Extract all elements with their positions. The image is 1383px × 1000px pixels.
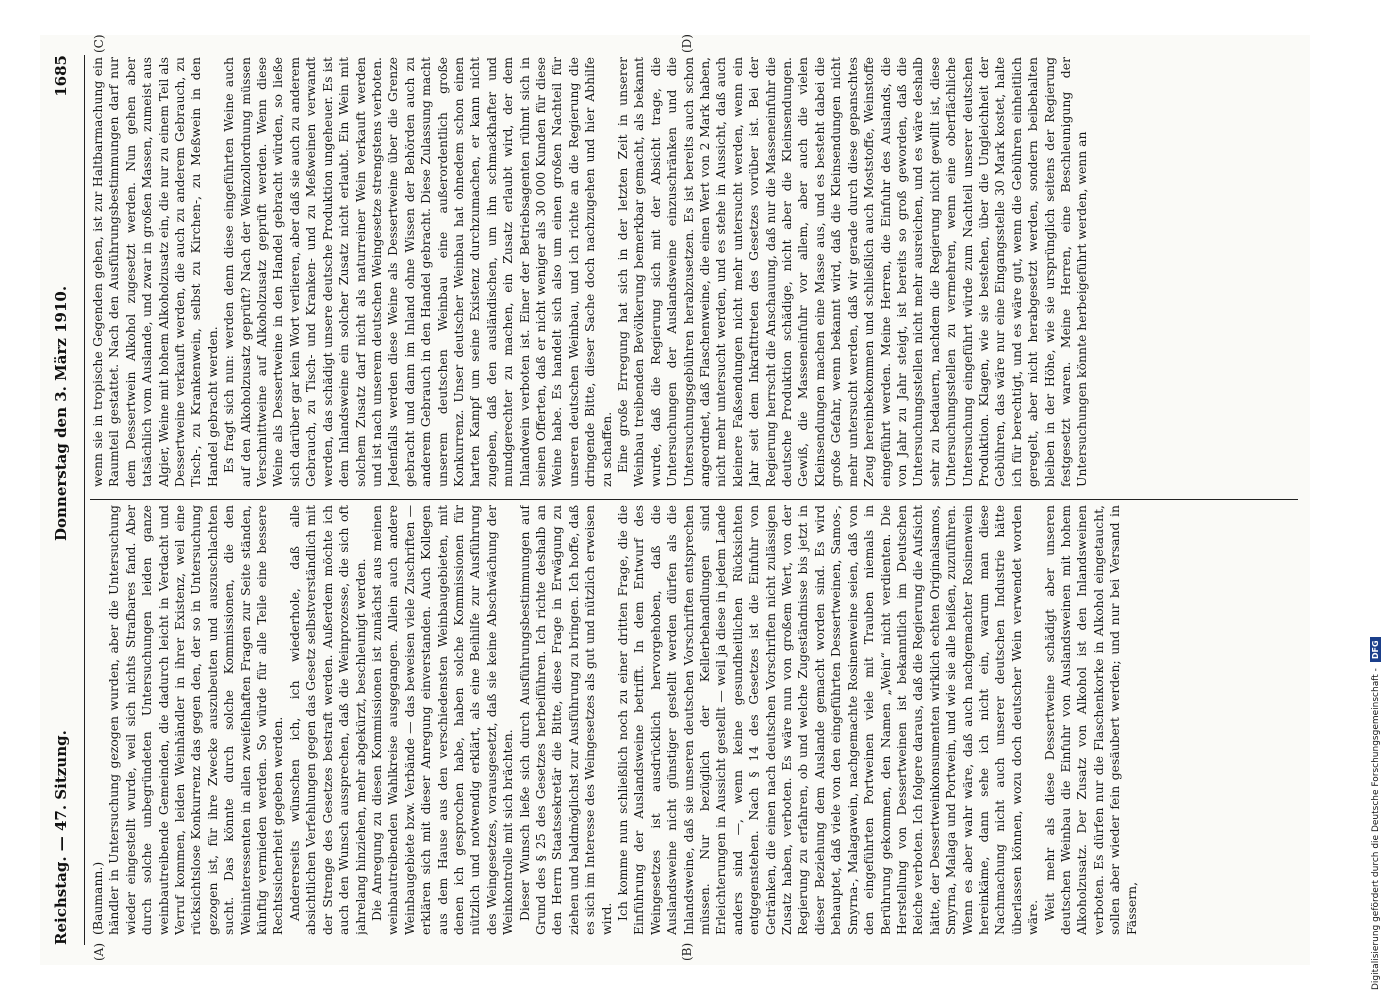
page-header [52,55,80,945]
speaker-name: (Baumann.) [90,861,105,935]
rotated-document-page [40,35,1310,965]
paragraph: Eine große Erregung hat sich in der letzten Zeit in unserer Weinbau treibenden Bevölkerung bemerkbar gemacht, als bekannt wurde, daß die Regierung sich mit der Absicht trage, die Untersuchungen der Auslandsweine einzuschränken und die Untersuchungsgebühren herabzusetzen. Es ist bereits auch schon angeordnet, daß Flaschenweine, die einen Wert von 2 Mark haben, nicht mehr untersucht werden, und es stehe in Aussicht, daß auch kleinere Faßsendungen nicht mehr untersucht werden, wenn ein Jahr seit dem Inkrafttreten des Gesetzes vorüber ist. Bei der Regierung herrscht die Anschauung, daß nur die Masseneinfuhr die deutsche Produktion schädige, nicht aber die Kleinsendungen. Gewiß, die Masseneinfuhr vor allem, aber auch die vielen Kleinsendungen machen eine Masse aus, und es besteht dabei die große Gefahr, wenn bekannt wird, daß die Kleinsendungen nicht mehr untersucht werden, daß wir gerade durch diese gepanschtes Zeug hereinbekommen und schließlich auch Moststoffe, Weinstoffe eingeführt werden. Meine Herren, die Einfuhr des Auslands, die von Jahr zu Jahr steigt, ist bereits so groß geworden, daß die Untersuchungsstellen nicht mehr ausreichen, und es wäre deshalb sehr zu bedauern, nachdem die Regierung nicht gewillt ist, diese Untersuchungsstellen zu vermehren, wenn eine oberflächliche Untersuchung eingeführt würde zum Nachteil unserer deutschen Produktion. Klagen, wie sie bestehen, über die Ungleichheit der Gebühren, das wäre nur eine Eingangsstelle 30 Mark kostet, halte ich für berechtigt, und es wäre gut, wenn die Gebühren einheitlich geregelt, aber nicht herabgesetzt werden, sondern beibehalten bleiben in der Höhe, wie sie ursprünglich seitens der Regierung festgesetzt waren. Meine Herren, eine Beschleunigung der Untersuchungen könnte herbeigeführt werden, wenn an [615,57,1090,487]
paragraph: Es fragt sich nun: werden denn diese eingeführten Weine auch auf den Alkoholzusatz geprüft? Nach der Weinzollordnung müssen Verschnittweine auf Alkoholzusatz geprüft werden. Wenn diese Weine als Dessertweine in den Handel gebracht würden, so ließe sich darüber gar kein Wort verlieren, aber daß sie auch zu anderem Gebrauch, zu Tisch- und Kranken- und zu Meßweinen verwandt werden, das schädigt unsere deutsche Produktion ungeheuer. Es ist dem Inlandsweine ein solcher Zusatz nicht erlaubt. Ein Wein mit solchem Zusatz darf nicht als naturreiner Wein verkauft werden und ist nach unserem deutschen Weingesetze strengstens verboten. Jedenfalls werden diese Weine als Dessertweine über die Grenze gebracht und dann im Inland ohne Wissen der Behörden auch zu anderem Gebrauch in den Handel gebracht. Diese Zulassung macht unserem deutschen Weinbau eine außerordentlich große Konkurrenz. Unser deutscher Weinbau hat ohnedem schon einen harten Kampf um seine Existenz durchzumachen, er kann nicht zugeben, daß den ausländischen, um ihn schmackhafter und mundgerechter zu machen, ein Zusatz erlaubt wird, der dem Inlandwein verboten ist. Einer der Betriebsagenten rühmt sich in seinen Offerten, daß er nicht weniger als 30 000 Kunden für diese Weine habe. Es handelt sich also um einen großen Nachteil für unseren deutschen Weinbau, und ich richte an die Regierung die dringende Bitte, dieser Sache doch nachzugehen und hier Abhilfe zu schaffen. [221,57,614,487]
paragraph: Andererseits wünschen ich, ich wiederhole, daß alle absichtlichen Verfehlungen gegen das Gesetz selbstverständlich mit der Strenge des Gesetzes bestraft werden. Außerdem möchte ich auch den Wunsch aussprechen, daß die Weinprozesse, die sich oft jahrelang hinziehen, mehr abgekürzt, beschleunigt werden. [286,505,368,935]
margin-marker-b: (B) [680,942,694,961]
column-divider [90,499,1298,500]
margin-marker-c: (C) [92,34,106,53]
paragraph: Die Anregung zu diesen Kommissionen ist zunächst aus meinen weinbautreibenden Wahlkreise ausgegangen. Allein auch andere Weinbaugebiete bzw. Verbände — das beweisen viele Zuschriften — erklären sich mit dieser Anregung einverstanden. Auch Kollegen aus dem Hause aus den verschiedensten Weinbaugebieten, mit denen ich gesprochen habe, haben solche Kommissionen für nützlich und notwendig erklärt, als eine Beihilfe zur Ausführung des Weingesetzes, vorausgesetzt, daß sie keine Abschwächung der Weinkontrolle mit sich brächten. [368,505,516,935]
paragraph: Dieser Wunsch ließe sich durch Ausführungsbestimmungen auf Grund des § 25 des Gesetzes herbeiführen. Ich richte deshalb an den Herrn Staatssekretär die Bitte, diese Frage in Erwägung zu ziehen und baldmöglichst zur Ausführung zu bringen. Ich hoffe, daß es sich im Interesse des Weingesetzes als gut und nützlich erweisen wird. [516,505,614,935]
digitization-credit [1370,637,1381,990]
page-number: 1685 [52,55,70,97]
credit-text: Digitalisierung gefördert durch die Deutsche Forschungsgemeinschaft - [1370,668,1381,990]
header-date: Donnerstag den 3. März 1910. [52,285,70,541]
paragraph: Weit mehr als diese Dessertweine schädigt aber unseren deutschen Weinbau die Einfuhr von Auslandsweinen mit hohem Alkoholzusatz. Der Zusatz von Alkohol ist den Inlandsweinen verboten. Es dürfen nur die Flaschenkorke in Alkohol eingetaucht, sollen aber wieder fein gesäubert werden; und nur bei Versand in Fässern, [1041,505,1139,935]
paragraph: händler in Untersuchung gezogen wurden, aber die Untersuchung wieder eingestellt wurde, weil sich nichts Strafbares fand. Aber durch solche unbegründeten Untersuchungen leiden ganze weinbautreibende Gemeinden, die dadurch leicht in Verdacht und Verruf kommen, leiden Weinhändler in ihrer Existenz, weil eine rücksichtslose Konkurrenz das gegen den, der so in Untersuchung gezogen ist, für ihre Zwecke auszubeuten und auszuschlachten sucht. Das könnte durch solche Kommissionen, die den Weininteressenten in allen zweifelhaften Fragen zur Seite ständen, künftig vermieden werden. So würde für alle Teile eine bessere Rechtssicherheit gegeben werden. [106,505,286,935]
paragraph: wenn sie in tropische Gegenden gehen, ist zur Haltbarmachung ein Raumteil gestattet. Nach den Ausführungsbestimmungen darf nur dem Dessertwein Alkohol zugesetzt werden. Nun gehen aber tatsächlich vom Auslande, und zwar in großen Massen, zumeist aus Algier, Weine mit hohem Alkoholzusatz ein, die nur zu einem Teil als Dessertweine verkauft werden, die auch zu anderem Gebrauch, zu Tisch-, zu Krankenwein, selbst zu Kirchen-, zu Meßwein in den Handel gebracht werden. [90,57,220,487]
dfg-logo-icon: DFG [1370,637,1381,662]
header-left: Reichstag. — 47. Sitzung. [52,730,70,945]
margin-marker-a: (A) [92,942,106,961]
left-column [90,505,1298,935]
right-column [90,57,1298,487]
paragraph: Ich komme nun schließlich noch zu einer dritten Frage, die die Einführung der Auslandsweine betrifft. In dem Entwurf des Weingesetzes ist ausdrücklich hervorgehoben, daß die Auslandsweine nicht günstiger gestellt werden dürfen als die Inlandsweine, daß sie unseren deutschen Vorschriften entsprechen müssen. Nur bezüglich der Kellerbehandlungen sind Erleichterungen in Aussicht gestellt — weil ja diese in jedem Lande anders sind —, wenn keine gesundheitlichen Rücksichten entgegenstehen. Nach § 14 des Gesetzes ist die Einfuhr von Getränken, die einen nach deutschen Vorschriften nicht zulässigen Zusatz haben, verboten. Es wäre nun von großem Wert, von der Regierung zu erfahren, ob und welche Zugeständnisse bis jetzt in dieser Beziehung dem Auslande gemacht worden sind. Es wird behauptet, daß viele von den eingeführten Dessertweinen, Samos-, Smyrna-, Malagawein, nachgemachte Rosinenweine seien, daß von den eingeführten Portweinen viele mit Trauben niemals in Berührung gekommen, den Namen „Wein“ nicht verdienten. Die Herstellung von Dessertweinen ist bekanntlich im Deutschen Reiche verboten. Ich folgere daraus, daß die Regierung die Aufsicht hätte, der Dessertweinkonsumenten wirklich echten Originalsamos, Smyrna, Malaga und Portwein, und wie sie alle heißen, zuzuführen. Wenn es aber wahr wäre, daß auch nachgemachter Rosinenwein hereinkäme, dann sehe ich nicht ein, warum man diese Nachmachung nicht auch unserer deutschen Industrie hätte überlassen können, wozu doch deutscher Wein verwendet worden wäre. [615,505,1041,935]
margin-marker-d: (D) [680,34,694,53]
header-rule [84,55,85,945]
